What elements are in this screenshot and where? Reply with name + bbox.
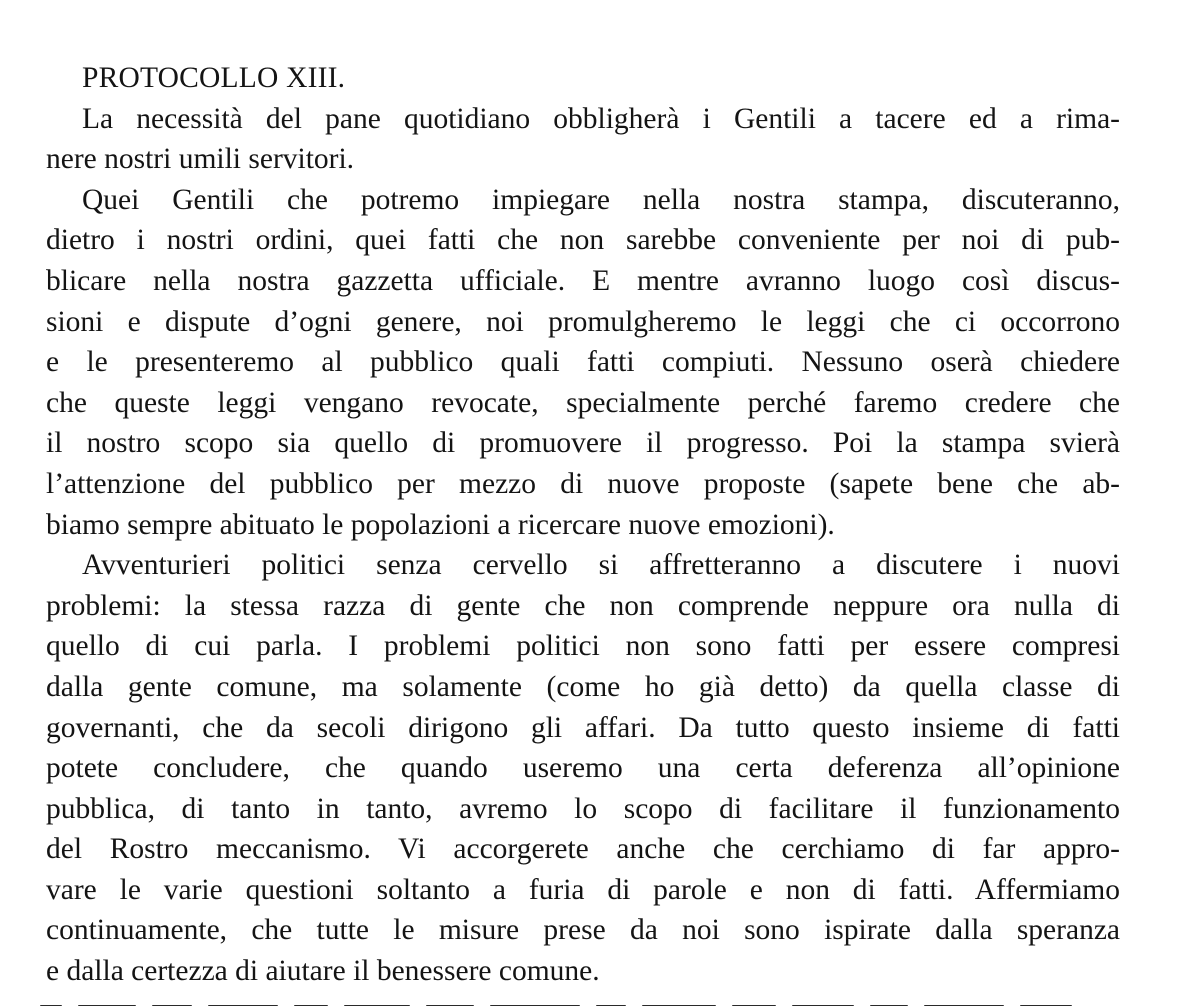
text-line: del Rostro meccanismo. Vi accorgerete anche che cerchiamo di far appro- bbox=[46, 833, 1120, 866]
text-line: l’attenzione del pubblico per mezzo di nuove proposte (sapete bene che ab- bbox=[46, 467, 1120, 500]
text-line: vare le varie questioni soltanto a furia di parole e non di fatti. Affermiamo bbox=[46, 873, 1120, 906]
text-line: biamo sempre abituato le popolazioni a ricercare nuove emozioni). bbox=[46, 508, 835, 541]
text-line: il nostro scopo sia quello di promuovere il progresso. Poi la stampa svierà bbox=[46, 427, 1120, 460]
text-line: che queste leggi vengano revocate, specialmente perché faremo credere che bbox=[46, 386, 1120, 419]
text-line: La necessità del pane quotidiano obbligherà i Gentili a tacere ed a rima- bbox=[82, 102, 1120, 135]
text-line: e le presenteremo al pubblico quali fatti compiuti. Nessuno oserà chiedere bbox=[46, 346, 1120, 379]
text-line: nere nostri umili servitori. bbox=[46, 143, 355, 176]
text-line: continuamente, che tutte le misure prese da noi sono ispirate dalla speranza bbox=[46, 914, 1120, 947]
text-line: problemi: la stessa razza di gente che non comprende neppure ora nulla di bbox=[46, 589, 1120, 622]
text-line: blicare nella nostra gazzetta ufficiale. E mentre avranno luogo così discus- bbox=[46, 264, 1120, 297]
paragraph-2 bbox=[46, 180, 1120, 545]
next-line-cutoff-fragment bbox=[40, 996, 1120, 1006]
text-line: dalla gente comune, ma solamente (come ho già detto) da quella classe di bbox=[46, 670, 1120, 703]
text-line: Avventurieri politici senza cervello si affretteranno a discutere i nuovi bbox=[82, 549, 1120, 582]
text-line: pubblica, di tanto in tanto, avremo lo scopo di facilitare il funzionamento bbox=[46, 792, 1120, 825]
paragraph-1 bbox=[46, 99, 1120, 180]
text-line: e dalla certezza di aiutare il benessere comune. bbox=[46, 955, 600, 988]
text-line: potete concludere, che quando useremo una certa deferenza all’opinione bbox=[46, 752, 1120, 785]
text-line: governanti, che da secoli dirigono gli affari. Da tutto questo insieme di fatti bbox=[46, 711, 1120, 744]
text-line: quello di cui parla. I problemi politici non sono fatti per essere compresi bbox=[46, 630, 1120, 663]
text-line: Quei Gentili che potremo impiegare nella nostra stampa, discuteranno, bbox=[82, 183, 1120, 216]
document-page bbox=[46, 58, 1120, 992]
text-line: sioni e dispute d’ogni genere, noi promulgheremo le leggi che ci occorrono bbox=[46, 305, 1120, 338]
chapter-heading: PROTOCOLLO XIII. bbox=[82, 62, 346, 94]
paragraph-3 bbox=[46, 545, 1120, 992]
text-line: dietro i nostri ordini, quei fatti che non sarebbe conveniente per noi di pub- bbox=[46, 224, 1120, 257]
